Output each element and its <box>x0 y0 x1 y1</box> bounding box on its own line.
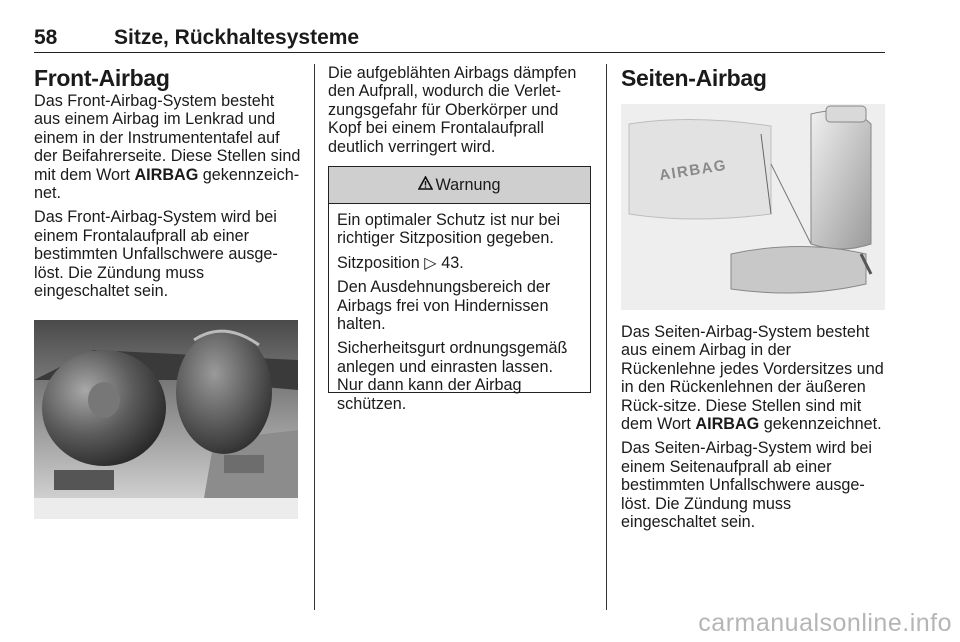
warning-line: Sitzposition ▷ 43. <box>337 253 464 272</box>
page-reference[interactable]: 43. <box>441 253 464 272</box>
warning-title: Warnung <box>435 175 501 194</box>
airbag-label-on-seat: AIRBAG <box>658 156 729 185</box>
column-divider-2 <box>606 64 607 610</box>
page-header <box>34 26 885 53</box>
warning-line: Den Ausdehnungsbereich der Airbags frei von Hindernissen halten. <box>337 278 551 334</box>
watermark-url: carmanualsonline.info <box>698 609 952 637</box>
paragraph: Das Front-Airbag-System besteht aus einem Airbag im Lenkrad und einem in der Instrumententafel auf der Beifahrerseite. Diese Stellen sind mit dem Wort AIRBAG gekennzeich-net. <box>34 92 301 203</box>
warning-body <box>329 204 590 413</box>
column-side-airbag <box>621 64 887 92</box>
column-side-airbag-text <box>621 323 887 537</box>
paragraph: Die aufgeblähten Airbags dämpfen den Aufprall, wodurch die Verlet-zungsgefahr für Oberkörper und Kopf bei einem Frontalaufprall deutlich verringert wird. <box>328 64 577 156</box>
warning-triangle-icon <box>418 176 433 195</box>
page-number: 58 <box>34 26 58 49</box>
warning-line: Sicherheitsgurt ordnungsgemäß anlegen und einrasten lassen. Nur dann kann der Airbag schützen. <box>337 339 568 413</box>
section-heading-side-airbag: Seiten-Airbag <box>621 65 767 91</box>
page-reference-arrow-icon: ▷ <box>424 253 437 272</box>
column-front-airbag <box>34 64 302 306</box>
warning-header <box>329 167 590 204</box>
warning-line: Ein optimaler Schutz ist nur bei richtiger Sitzposition gegeben. <box>337 211 561 248</box>
paragraph: Das Seiten-Airbag-System besteht aus einem Airbag in der Rückenlehne jedes Vordersitzes und in den Rückenlehnen der äußeren Rück-sitze. Diese Stellen sind mit dem Wort AIRBAG gekennzeichnet. <box>621 323 884 434</box>
paragraph: Das Front-Airbag-System wird bei einem Frontalaufprall ab einer bestimmten Unfallschwere ausge-löst. Die Zündung muss eingeschaltet sein. <box>34 208 278 301</box>
column-divider-1 <box>314 64 315 610</box>
paragraph: Das Seiten-Airbag-System wird bei einem Seitenaufprall ab einer bestimmten Unfallschwere ausge-löst. Die Zündung muss eingeschaltet sein. <box>621 439 873 532</box>
column-front-airbag-cont <box>328 64 596 162</box>
seat-airbag-illustration <box>621 104 885 310</box>
running-title: Sitze, Rückhaltesysteme <box>114 26 360 49</box>
warning-box <box>328 166 591 413</box>
section-heading-front-airbag: Front-Airbag <box>34 65 170 91</box>
front-airbag-photo <box>34 320 298 519</box>
